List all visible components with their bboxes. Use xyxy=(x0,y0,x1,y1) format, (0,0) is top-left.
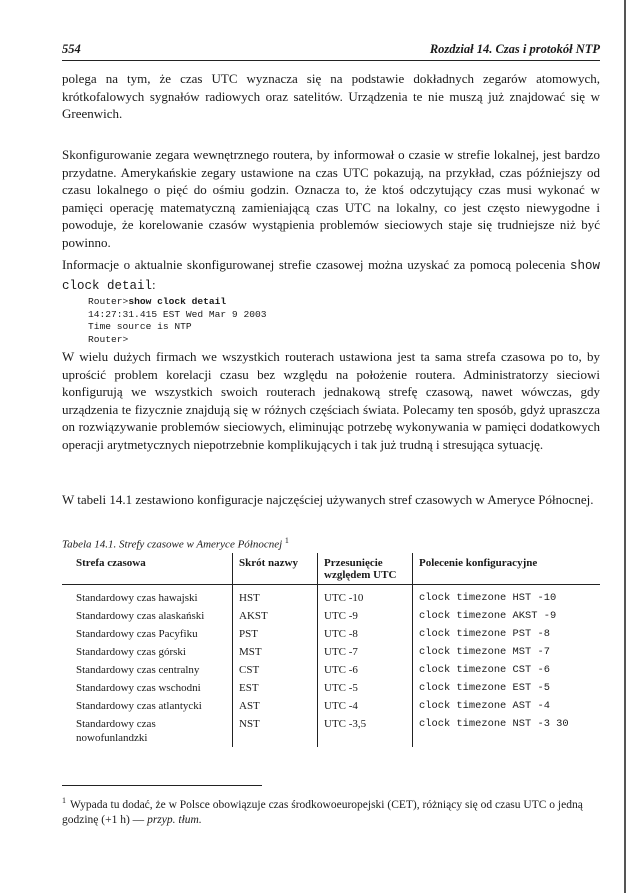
footnote-mark: 1 xyxy=(62,796,66,805)
paragraph-5: W tabeli 14.1 zestawiono konfiguracje najczęściej używanych stref czasowych w Ameryce Północnej. xyxy=(62,492,594,507)
cell-zone: Standardowy czas hawajski xyxy=(76,592,198,604)
code-line-3: Time source is NTP xyxy=(88,321,192,333)
footnote-divider xyxy=(62,785,262,786)
cell-abbr: MST xyxy=(233,643,318,661)
cell-abbr: NST xyxy=(233,715,318,747)
cell-abbr: EST xyxy=(233,679,318,697)
cell-offset: UTC -9 xyxy=(318,607,413,625)
inline-command: show clock detail xyxy=(62,259,600,293)
code-listing xyxy=(88,296,266,346)
cell-zone: Standardowy czas alaskański xyxy=(76,610,205,622)
header-zone: Strefa czasowa xyxy=(62,553,233,585)
code-line-4: Router> xyxy=(88,333,129,345)
cell-abbr: HST xyxy=(233,585,318,608)
paragraph-3 xyxy=(62,256,600,295)
cell-command: clock timezone AKST -9 xyxy=(413,607,601,625)
cell-zone: Standardowy czas centralny xyxy=(76,664,200,676)
chapter-title: Rozdział 14. Czas i protokół NTP xyxy=(429,42,600,56)
code-prompt: Router> xyxy=(88,296,129,307)
cell-command: clock timezone MST -7 xyxy=(413,643,601,661)
cell-offset: UTC -10 xyxy=(318,585,413,608)
header-command: Polecenie konfiguracyjne xyxy=(413,553,601,585)
table-row xyxy=(62,697,600,715)
cell-command: clock timezone NST -3 30 xyxy=(413,715,601,747)
cell-command: clock timezone HST -10 xyxy=(413,585,601,608)
cell-offset: UTC -4 xyxy=(318,697,413,715)
cell-offset: UTC -7 xyxy=(318,643,413,661)
table-row xyxy=(62,661,600,679)
paragraph-3-end: : xyxy=(152,276,156,292)
cell-offset: UTC -3,5 xyxy=(318,715,413,747)
code-line-2: 14:27:31.415 EST Wed Mar 9 2003 xyxy=(88,308,267,320)
cell-zone: Standardowy czas atlantycki xyxy=(76,700,202,712)
footnote xyxy=(62,793,600,828)
table-row xyxy=(62,625,600,643)
code-command: show clock detail xyxy=(128,296,227,307)
table-row xyxy=(62,679,600,697)
cell-offset: UTC -5 xyxy=(318,679,413,697)
cell-offset: UTC -6 xyxy=(318,661,413,679)
table-row xyxy=(62,715,600,747)
header-abbr: Skrót nazwy xyxy=(233,553,318,585)
paragraph-4: W wielu dużych firmach we wszystkich routerach ustawiona jest ta sama strefa czasowa po to, by uprościć problem korelacji czasu bez względu na położenie routera. Administratorzy sieciowi konfigurują we wszystkich swoich routerach jednakową strefę czasową, nawet wówczas, gdy urządzenia te fizycznie znajdują się w różnych częściach świata. Polecamy ten sposób, gdyż upraszcza on rozwiązywanie problemów sieciowych, eliminując potrzebę wykonywania w pamięci dodatkowych operacji arytmetycznych niepotrzebnie komplikujących i tak już trudną i stresująca sytuację. xyxy=(62,349,600,452)
cell-command: clock timezone EST -5 xyxy=(413,679,601,697)
paragraph-1: polega na tym, że czas UTC wyznacza się na podstawie dokładnych zegarów atomowych, krótkofalowych sygnałów radiowych oraz satelitów. Urządzenia te nie muszą już znajdować się w Greenwich. xyxy=(62,71,600,122)
cell-command: clock timezone AST -4 xyxy=(413,697,601,715)
scan-edge xyxy=(624,0,626,893)
cell-zone: Standardowy czas wschodni xyxy=(76,682,201,694)
paragraph-3-text: Informacje o aktualnie skonfigurowanej strefie czasowej można uzyskać za pomocą polecenia xyxy=(62,257,570,272)
cell-offset: UTC -8 xyxy=(318,625,413,643)
cell-command: clock timezone PST -8 xyxy=(413,625,601,643)
cell-abbr: CST xyxy=(233,661,318,679)
cell-abbr: AST xyxy=(233,697,318,715)
cell-abbr: PST xyxy=(233,625,318,643)
table-caption-text: Tabela 14.1. Strefy czasowe w Ameryce Północnej xyxy=(62,538,283,551)
table-row xyxy=(62,585,600,608)
header-offset: Przesunięcie względem UTC xyxy=(318,553,413,585)
cell-command: clock timezone CST -6 xyxy=(413,661,601,679)
table-row xyxy=(62,607,600,625)
cell-abbr: AKST xyxy=(233,607,318,625)
footnote-credit: przyp. tłum. xyxy=(147,813,202,826)
cell-zone: Standardowy czas Pacyfiku xyxy=(76,628,198,640)
running-header xyxy=(62,42,600,61)
paragraph-2: Skonfigurowanie zegara wewnętrznego routera, by informował o czasie w strefie lokalnej, jest bardzo przydatne. Amerykańskie zegary ustawione na czas UTC pokazują, na przykład, czas późniejszy od czasu lokalnego o pięć do ośmiu godzin. Oznacza to, że ktoś odczytujący czas musi wykonać w pamięci operację matematyczną zamieniającą czas UTC na lokalny, co jest często niewygodne i powoduje, że korelowanie czasów wystąpienia problemów sieciowych staje się trudniejsze niż być powinno. xyxy=(62,147,600,250)
footnote-text: Wypada tu dodać, że w Polsce obowiązuje czas środkowoeuropejski (CET), różniący się od czasu UTC o jedną godzinę (+1 h) — xyxy=(62,798,583,826)
table-caption xyxy=(62,536,289,551)
cell-zone: Standardowy czas nowofunlandzki xyxy=(76,718,156,744)
page-number: 554 xyxy=(62,42,81,56)
table-row xyxy=(62,643,600,661)
table-header-row xyxy=(62,553,600,585)
timezone-table xyxy=(62,553,600,747)
cell-zone: Standardowy czas górski xyxy=(76,646,186,658)
caption-footnote-mark: 1 xyxy=(284,536,289,545)
